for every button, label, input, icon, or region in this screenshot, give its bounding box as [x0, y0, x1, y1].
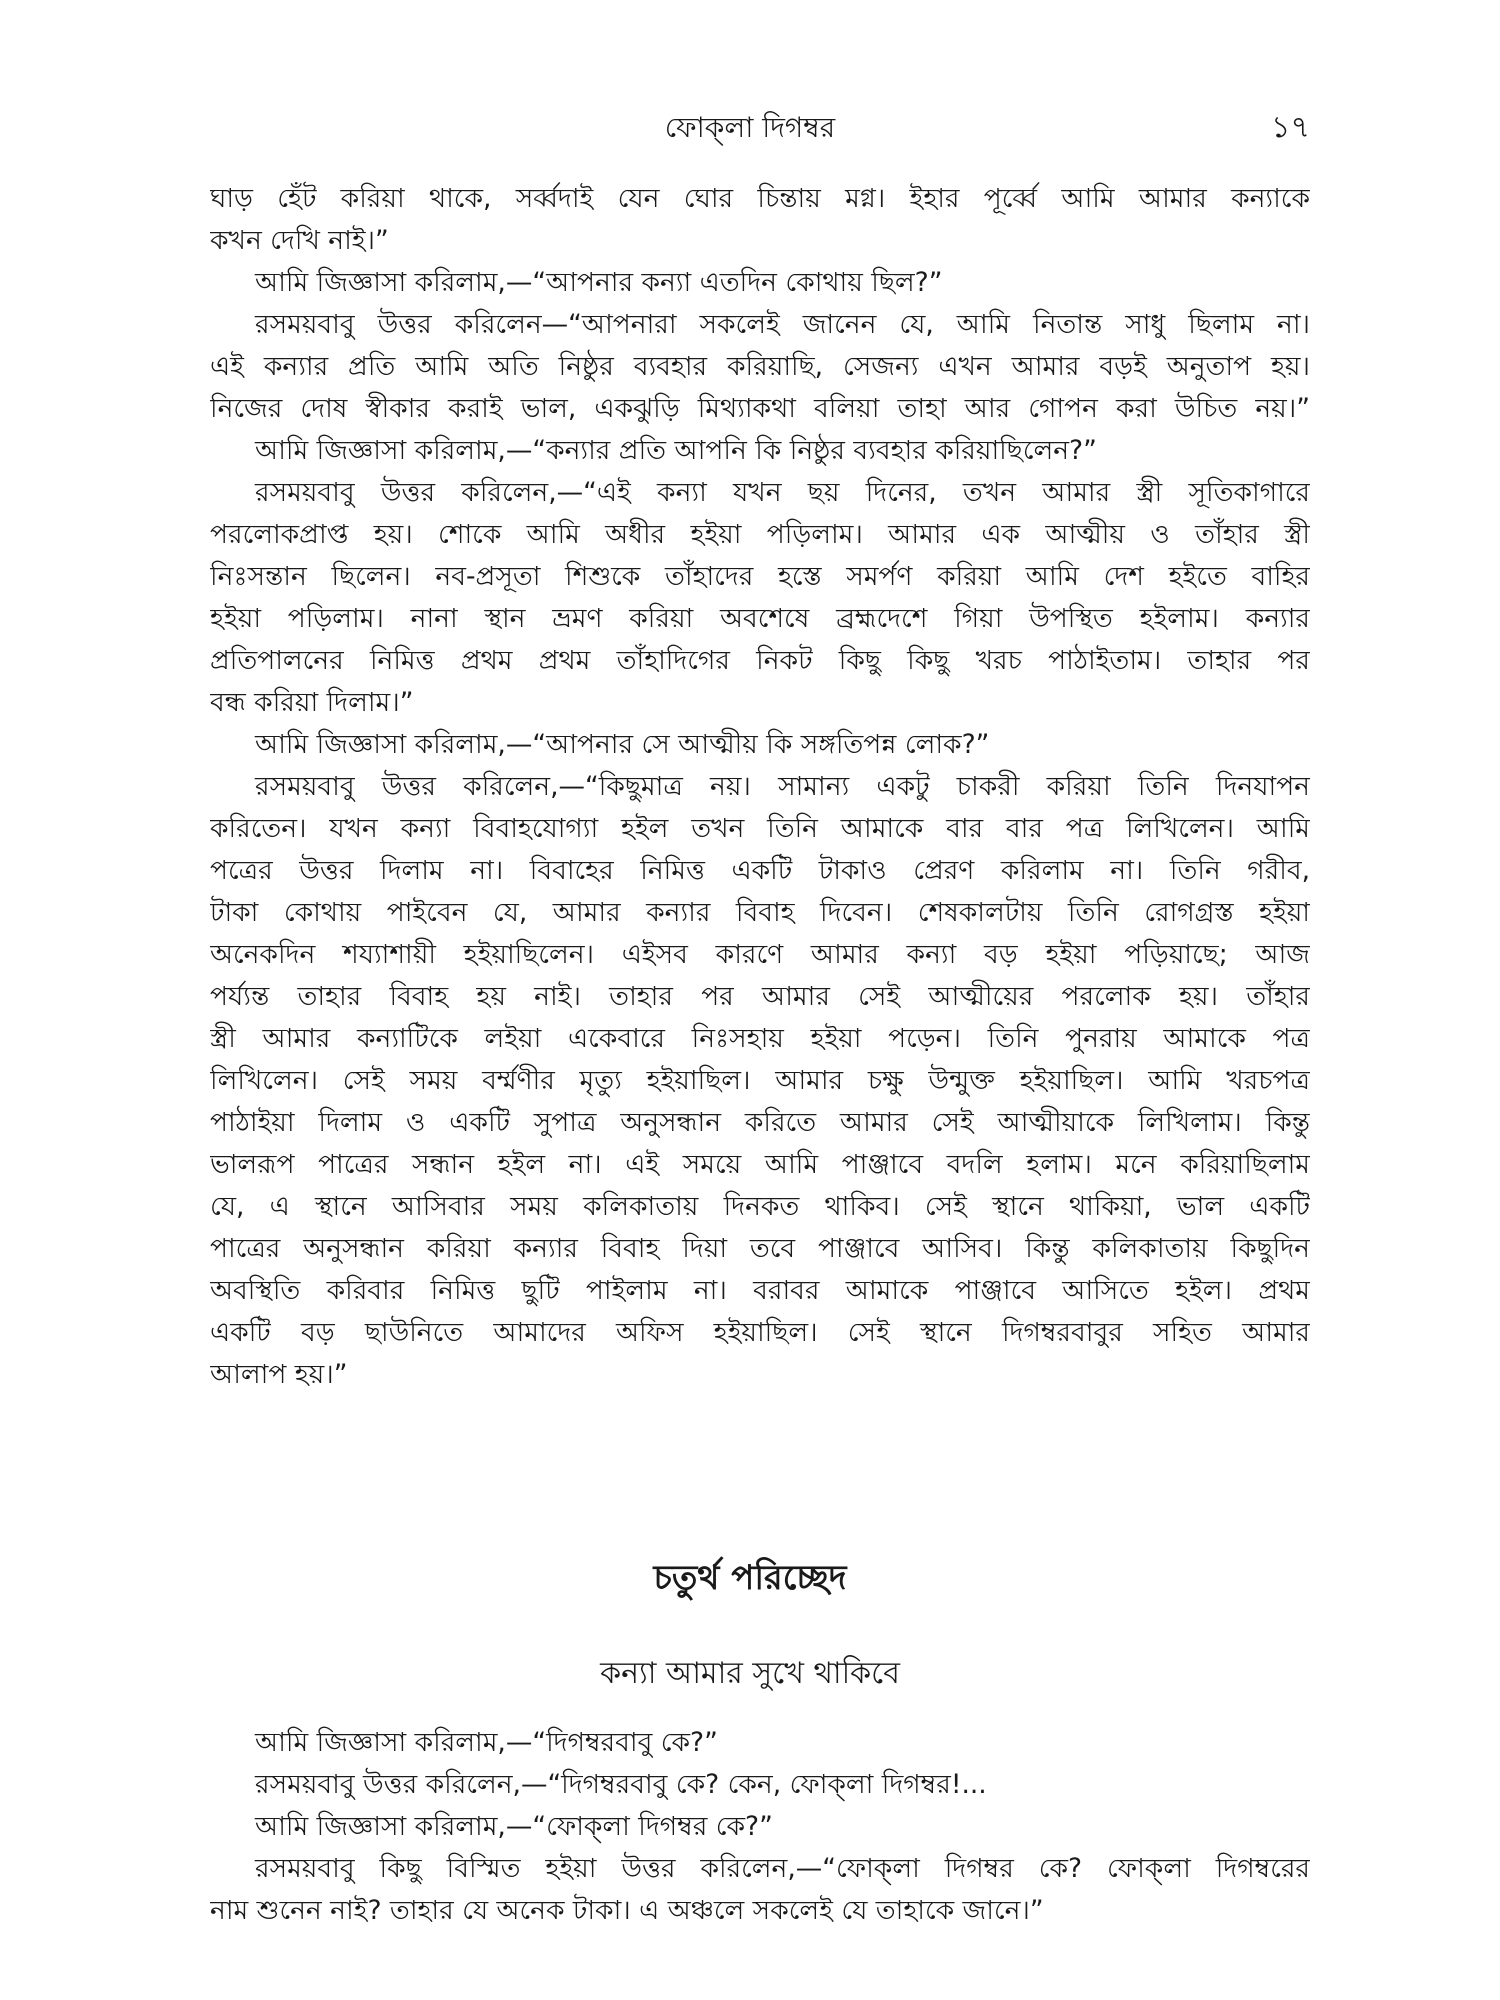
- text-line: নাম শুনেন নাই? তাহার যে অনেক টাকা। এ অঞ্চলে সকলেই যে তাহাকে জানে।”: [210, 1895, 1044, 1926]
- text-line: রসময়বাবু কিছু বিস্মিত হইয়া উত্তর করিলেন,—“ফোক্‌লা দিগম্বর কে? ফোক্‌লা দিগম্বরের: [255, 1853, 1310, 1884]
- text-line: বন্ধ করিয়া দিলাম।”: [210, 687, 414, 718]
- text-line: টাকা কোথায় পাইবেন যে, আমার কন্যার বিবাহ দিবেন। শেষকালটায় তিনি রোগগ্রস্ত হইয়া: [210, 897, 1310, 928]
- text-line: অবস্থিতি করিবার নিমিত্ত ছুটি পাইলাম না। বরাবর আমাকে পাঞ্জাবে আসিতে হইল। প্রথম: [210, 1275, 1310, 1306]
- running-head: [0, 108, 1500, 148]
- text-line: নিঃসন্তান ছিলেন। নব-প্রসূতা শিশুকে তাঁহাদের হস্তে সমর্পণ করিয়া আমি দেশ হইতে বাহির: [210, 561, 1310, 592]
- text-line: হইয়া পড়িলাম। নানা স্থান ভ্রমণ করিয়া অবশেষে ব্রহ্মদেশে গিয়া উপস্থিত হইলাম। কন্যার: [210, 603, 1310, 634]
- text-line: প্রতিপালনের নিমিত্ত প্রথম প্রথম তাঁহাদিগের নিকট কিছু কিছু খরচ পাঠাইতাম। তাহার পর: [210, 645, 1310, 676]
- text-line: করিতেন। যখন কন্যা বিবাহযোগ্যা হইল তখন তিনি আমাকে বার বার পত্র লিখিলেন। আমি: [210, 813, 1310, 844]
- text-line: আমি জিজ্ঞাসা করিলাম,—“কন্যার প্রতি আপনি কি নিষ্ঠুর ব্যবহার করিয়াছিলেন?”: [255, 435, 1097, 466]
- text-line: এই কন্যার প্রতি আমি অতি নিষ্ঠুর ব্যবহার করিয়াছি, সেজন্য এখন আমার বড়ই অনুতাপ হয়।: [210, 351, 1310, 382]
- text-line: অনেকদিন শয্যাশায়ী হইয়াছিলেন। এইসব কারণে আমার কন্যা বড় হইয়া পড়িয়াছে; আজ: [210, 939, 1310, 970]
- text-line: ভালরূপ পাত্রের সন্ধান হইল না। এই সময়ে আমি পাঞ্জাবে বদলি হলাম। মনে করিয়াছিলাম: [210, 1149, 1310, 1180]
- text-line: লিখিলেন। সেই সময় বর্ম্মণীর মৃত্যু হইয়াছিল। আমার চক্ষু উন্মুক্ত হইয়াছিল। আমি খরচপত্র: [210, 1065, 1310, 1096]
- text-line: রসময়বাবু উত্তর করিলেন—“আপনারা সকলেই জানেন যে, আমি নিতান্ত সাধু ছিলাম না।: [255, 309, 1310, 340]
- text-line: রসময়বাবু উত্তর করিলেন,—“দিগম্বরবাবু কে? কেন, ফোক্‌লা দিগম্বর!...: [255, 1769, 987, 1800]
- text-line: ঘাড় হেঁট করিয়া থাকে, সর্ব্বদাই যেন ঘোর চিন্তায় মগ্ন। ইহার পূর্ব্বে আমি আমার কন্যাকে: [210, 183, 1310, 214]
- running-title: ফোক্‌লা দিগম্বর: [664, 111, 836, 144]
- text-line: পরলোকপ্রাপ্ত হয়। শোকে আমি অধীর হইয়া পড়িলাম। আমার এক আত্মীয় ও তাঁহার স্ত্রী: [210, 519, 1310, 550]
- chapter-heading: চতুর্থ পরিচ্ছেদ: [653, 1558, 847, 1598]
- text-line: আমি জিজ্ঞাসা করিলাম,—“দিগম্বরবাবু কে?”: [255, 1727, 718, 1758]
- text-line: পাঠাইয়া দিলাম ও একটি সুপাত্র অনুসন্ধান করিতে আমার সেই আত্মীয়াকে লিখিলাম। কিন্তু: [210, 1107, 1310, 1138]
- text-line: পত্রের উত্তর দিলাম না। বিবাহের নিমিত্ত একটি টাকাও প্রেরণ করিলাম না। তিনি গরীব,: [210, 855, 1310, 886]
- text-line: রসময়বাবু উত্তর করিলেন,—“এই কন্যা যখন ছয় দিনের, তখন আমার স্ত্রী সূতিকাগারে: [255, 477, 1310, 508]
- text-line: পাত্রের অনুসন্ধান করিয়া কন্যার বিবাহ দিয়া তবে পাঞ্জাবে আসিব। কিন্তু কলিকাতায় কিছুদিন: [210, 1233, 1310, 1264]
- text-line: আমি জিজ্ঞাসা করিলাম,—“ফোক্‌লা দিগম্বর কে?”: [255, 1811, 773, 1842]
- text-line: রসময়বাবু উত্তর করিলেন,—“কিছুমাত্র নয়। সামান্য একটু চাকরী করিয়া তিনি দিনযাপন: [255, 771, 1310, 802]
- text-line: স্ত্রী আমার কন্যাটিকে লইয়া একেবারে নিঃসহায় হইয়া পড়েন। তিনি পুনরায় আমাকে পত্র: [210, 1023, 1310, 1054]
- text-line: পর্য্যন্ত তাহার বিবাহ হয় নাই। তাহার পর আমার সেই আত্মীয়ের পরলোক হয়। তাঁহার: [210, 981, 1310, 1012]
- chapter-subtitle: কন্যা আমার সুখে থাকিবে: [600, 1656, 900, 1691]
- text-line: আমি জিজ্ঞাসা করিলাম,—“আপনার সে আত্মীয় কি সঙ্গতিপন্ন লোক?”: [255, 729, 990, 760]
- text-line: কখন দেখি নাই।”: [210, 225, 389, 256]
- chapter-text: [210, 1722, 1310, 1932]
- body-text: [210, 178, 1310, 1396]
- text-line: আলাপ হয়।”: [210, 1359, 348, 1390]
- text-line: আমি জিজ্ঞাসা করিলাম,—“আপনার কন্যা এতদিন কোথায় ছিল?”: [255, 267, 943, 298]
- page-number: ১৭: [1271, 110, 1310, 145]
- text-line: যে, এ স্থানে আসিবার সময় কলিকাতায় দিনকত থাকিব। সেই স্থানে থাকিয়া, ভাল একটি: [210, 1191, 1310, 1222]
- text-line: নিজের দোষ স্বীকার করাই ভাল, একঝুড়ি মিথ্যাকথা বলিয়া তাহা আর গোপন করা উচিত নয়।”: [210, 393, 1310, 424]
- text-line: একটি বড় ছাউনিতে আমাদের অফিস হইয়াছিল। সেই স্থানে দিগম্বরবাবুর সহিত আমার: [210, 1317, 1310, 1348]
